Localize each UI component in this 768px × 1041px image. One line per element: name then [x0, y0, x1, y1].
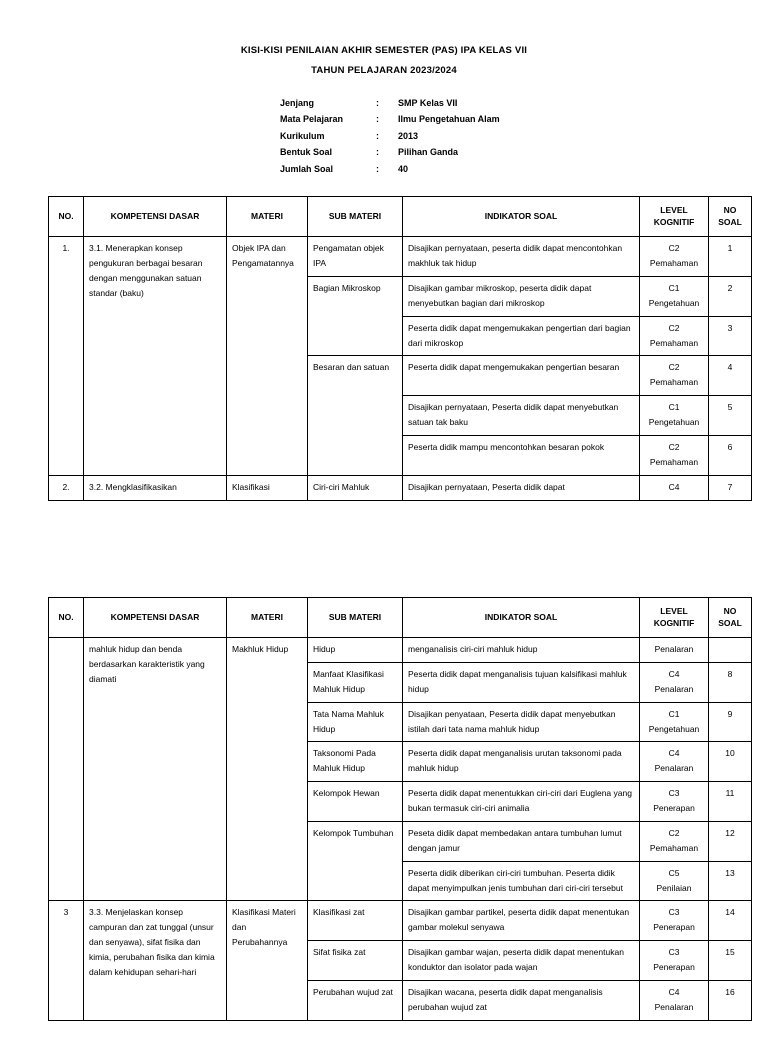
level-code: C4 [668, 748, 680, 759]
column-header-sub-materi: SUB MATERI [308, 597, 403, 638]
cell-indikator-soal: Peserta didik dapat mengemukakan pengertian besaran [403, 356, 640, 396]
cell-no-soal [709, 638, 752, 663]
cell-level-kognitif [640, 782, 709, 822]
level-code: C3 [668, 947, 680, 958]
document-title-block [48, 44, 720, 79]
cell-sub-materi: Taksonomi Pada Mahluk Hidup [308, 742, 403, 782]
column-header-level-kognitif [640, 196, 709, 237]
cell-indikator-soal: Disajikan pernyataan, Peserta didik dapat menyebutkan satuan tak baku [403, 396, 640, 436]
document-meta [280, 95, 720, 178]
cell-level-kognitif [640, 980, 709, 1020]
cell-no: 3 [49, 901, 84, 1020]
column-header-level-line1: LEVEL [660, 605, 688, 616]
cell-level-kognitif [640, 356, 709, 396]
level-code: C4 [668, 986, 680, 997]
cell-materi: Klasifikasi [227, 475, 308, 500]
cell-level-kognitif [640, 901, 709, 941]
cell-no-soal: 9 [709, 702, 752, 742]
meta-row-mata-pelajaran [280, 111, 720, 128]
level-code: C3 [668, 907, 680, 918]
level-code: C2 [668, 827, 680, 838]
cell-no-soal: 3 [709, 316, 752, 356]
cell-indikator-soal: Disajikan gambar mikroskop, peserta didik dapat menyebutkan bagian dari mikroskop [403, 276, 640, 316]
table-body-part-1 [49, 237, 752, 500]
cell-sub-materi: Manfaat Klasifikasi Mahluk Hidup [308, 662, 403, 702]
level-code: C4 [668, 668, 680, 679]
cell-materi: Objek IPA dan Pengamatannya [227, 237, 308, 476]
cell-sub-materi: Kelompok Tumbuhan [308, 821, 403, 901]
cell-level-kognitif [640, 237, 709, 277]
cell-sub-materi: Klasifikasi zat [308, 901, 403, 941]
level-code: Penalaran [654, 644, 694, 655]
meta-row-kurikulum [280, 128, 720, 145]
cell-sub-materi: Tata Nama Mahluk Hidup [308, 702, 403, 742]
cell-indikator-soal: Disajikan gambar partikel, peserta didik dapat menentukan gambar molekul senyawa [403, 901, 640, 941]
cell-no-soal: 1 [709, 237, 752, 277]
cell-level-kognitif [640, 702, 709, 742]
meta-row-jenjang [280, 95, 720, 112]
cell-materi: Klasifikasi Materi dan Perubahannya [227, 901, 308, 1020]
cell-materi: Makhluk Hidup [227, 638, 308, 901]
cell-indikator-soal: Peserta didik dapat menganalisis tujuan kalsifikasi mahluk hidup [403, 662, 640, 702]
cell-no-soal: 4 [709, 356, 752, 396]
level-code: C2 [668, 441, 680, 452]
column-header-nosoal-line2: SOAL [718, 618, 742, 629]
kisi-kisi-table-part-1 [48, 196, 752, 501]
column-header-nosoal-line2: SOAL [718, 217, 742, 228]
cell-sub-materi: Perubahan wujud zat [308, 980, 403, 1020]
meta-value: SMP Kelas VII [398, 97, 458, 108]
cell-sub-materi: Hidup [308, 638, 403, 663]
meta-label: Jumlah Soal [280, 164, 334, 175]
column-header-no-soal [709, 196, 752, 237]
column-header-level-kognitif [640, 597, 709, 638]
cell-level-kognitif [640, 941, 709, 981]
cell-no-soal: 12 [709, 821, 752, 861]
column-header-materi: MATERI [227, 597, 308, 638]
cell-no-soal: 7 [709, 475, 752, 500]
level-code: C3 [668, 788, 680, 799]
cell-indikator-soal: Disajikan gambar wajan, peserta didik dapat menentukan konduktor dan isolator pada wajan [403, 941, 640, 981]
cell-kompetensi-dasar: mahluk hidup dan benda berdasarkan karakteristik yang diamati [84, 638, 227, 901]
level-label: Pemahaman [649, 842, 699, 853]
column-header-no: NO. [49, 597, 84, 638]
page-break-spacer [48, 501, 720, 597]
column-header-level-line2: KOGNITIF [653, 217, 695, 228]
cell-indikator-soal: Peserta didik diberikan ciri-ciri tumbuhan. Peserta didik dapat menyimpulkan jenis tumbuhan dari ciri-ciri tersebut [403, 861, 640, 901]
level-label: Pengetahuan [648, 297, 700, 308]
cell-sub-materi: Besaran dan satuan [308, 356, 403, 475]
cell-indikator-soal: Disajikan penyataan, Peserta didik dapat menyebutkan istilah dari tata nama mahluk hidup [403, 702, 640, 742]
meta-label: Kurikulum [280, 130, 325, 141]
column-header-materi: MATERI [227, 196, 308, 237]
meta-colon: : [376, 130, 379, 141]
cell-kompetensi-dasar: 3.3. Menjelaskan konsep campuran dan zat tunggal (unsur dan senyawa), sifat fisika dan kimia, perubahan fisika dan kimia dalam kehidupan sehari-hari [84, 901, 227, 1020]
cell-no-soal: 15 [709, 941, 752, 981]
table-row [49, 237, 752, 277]
column-header-sub-materi: SUB MATERI [308, 196, 403, 237]
level-label: Penalaran [654, 683, 694, 694]
column-header-indikator-soal: INDIKATOR SOAL [403, 597, 640, 638]
level-code: C2 [668, 243, 680, 254]
column-header-no: NO. [49, 196, 84, 237]
meta-colon: : [376, 147, 379, 158]
page-subtitle: TAHUN PELAJARAN 2023/2024 [311, 65, 457, 77]
column-header-kompetensi-dasar: KOMPETENSI DASAR [84, 597, 227, 638]
level-code: C1 [668, 282, 680, 293]
cell-level-kognitif [640, 821, 709, 861]
column-header-indikator-soal: INDIKATOR SOAL [403, 196, 640, 237]
meta-label: Mata Pelajaran [280, 114, 344, 125]
meta-colon: : [376, 164, 379, 175]
level-code: C1 [668, 402, 680, 413]
level-label: Penalaran [654, 1001, 694, 1012]
cell-kompetensi-dasar: 3.2. Mengklasifikasikan [84, 475, 227, 500]
cell-no-soal: 16 [709, 980, 752, 1020]
table-row [49, 475, 752, 500]
level-label: Pengetahuan [648, 417, 700, 428]
level-code: C2 [668, 322, 680, 333]
level-code: C5 [668, 867, 680, 878]
cell-no-soal: 14 [709, 901, 752, 941]
cell-no-soal: 5 [709, 396, 752, 436]
cell-no-soal: 13 [709, 861, 752, 901]
cell-level-kognitif [640, 662, 709, 702]
table-header-row [49, 196, 752, 237]
cell-sub-materi: Sifat fisika zat [308, 941, 403, 981]
cell-no-soal: 6 [709, 435, 752, 475]
cell-level-kognitif [640, 435, 709, 475]
cell-no: 2. [49, 475, 84, 500]
cell-level-kognitif [640, 861, 709, 901]
cell-sub-materi: Bagian Mikroskop [308, 276, 403, 356]
level-label: Penerapan [653, 803, 695, 814]
meta-value: Ilmu Pengetahuan Alam [398, 114, 500, 125]
cell-indikator-soal: Peserta didik dapat menentukkan ciri-ciri dari Euglena yang bukan termasuk ciri-ciri animalia [403, 782, 640, 822]
level-label: Pemahaman [649, 456, 699, 467]
cell-indikator-soal: Peserta didik mampu mencontohkan besaran pokok [403, 435, 640, 475]
cell-indikator-soal: Disajikan pernyataan, peserta didik dapat mencontohkan makhluk tak hidup [403, 237, 640, 277]
column-header-nosoal-line1: NO [723, 605, 737, 616]
page-title: KISI-KISI PENILAIAN AKHIR SEMESTER (PAS) IPA KELAS VII [240, 45, 528, 56]
cell-no-soal: 10 [709, 742, 752, 782]
cell-no-soal: 11 [709, 782, 752, 822]
meta-value: 2013 [398, 130, 419, 141]
cell-no-soal: 8 [709, 662, 752, 702]
cell-level-kognitif [640, 742, 709, 782]
table-row [49, 901, 752, 941]
cell-indikator-soal: Disajikan wacana, peserta didik dapat menganalisis perubahan wujud zat [403, 980, 640, 1020]
level-label: Penerapan [653, 962, 695, 973]
level-label: Pengetahuan [648, 723, 700, 734]
meta-colon: : [376, 97, 379, 108]
kisi-kisi-table-part-2 [48, 597, 752, 1021]
column-header-kompetensi-dasar: KOMPETENSI DASAR [84, 196, 227, 237]
level-label: Pemahaman [649, 337, 699, 348]
cell-level-kognitif [640, 316, 709, 356]
meta-row-jumlah-soal [280, 161, 720, 178]
level-code: C1 [668, 708, 680, 719]
level-label: Pemahaman [649, 258, 699, 269]
level-code: C2 [668, 362, 680, 373]
cell-level-kognitif [640, 276, 709, 316]
level-label: Penilaian [656, 882, 692, 893]
table-header-row [49, 597, 752, 638]
meta-row-bentuk-soal [280, 144, 720, 161]
cell-level-kognitif [640, 638, 709, 663]
level-label: Pemahaman [649, 377, 699, 388]
cell-sub-materi: Kelompok Hewan [308, 782, 403, 822]
cell-indikator-soal: menganalisis ciri-ciri mahluk hidup [403, 638, 640, 663]
meta-value: Pilihan Ganda [398, 147, 459, 158]
table-body-part-2 [49, 638, 752, 1021]
cell-no [49, 638, 84, 901]
cell-no: 1. [49, 237, 84, 476]
meta-value: 40 [398, 164, 409, 175]
cell-no-soal: 2 [709, 276, 752, 316]
meta-label: Bentuk Soal [280, 147, 333, 158]
cell-sub-materi: Ciri-ciri Mahluk [308, 475, 403, 500]
level-label: Penerapan [653, 922, 695, 933]
column-header-no-soal [709, 597, 752, 638]
meta-label: Jenjang [280, 97, 315, 108]
column-header-level-line1: LEVEL [660, 204, 688, 215]
column-header-nosoal-line1: NO [723, 204, 737, 215]
cell-indikator-soal: Disajikan pernyataan, Peserta didik dapat [403, 475, 640, 500]
cell-indikator-soal: Peserta didik dapat mengemukakan pengertian dari bagian dari mikroskop [403, 316, 640, 356]
meta-colon: : [376, 114, 379, 125]
level-label: Penalaran [654, 763, 694, 774]
level-code: C4 [668, 481, 680, 492]
column-header-level-line2: KOGNITIF [653, 618, 695, 629]
cell-indikator-soal: Peseta didik dapat membedakan antara tumbuhan lumut dengan jamur [403, 821, 640, 861]
cell-level-kognitif [640, 396, 709, 436]
cell-sub-materi: Pengamatan objek IPA [308, 237, 403, 277]
table-row [49, 638, 752, 663]
cell-kompetensi-dasar: 3.1. Menerapkan konsep pengukuran berbagai besaran dengan menggunakan satuan standar (baku) [84, 237, 227, 476]
cell-level-kognitif [640, 475, 709, 500]
cell-indikator-soal: Peserta didik dapat menganalisis urutan taksonomi pada mahluk hidup [403, 742, 640, 782]
